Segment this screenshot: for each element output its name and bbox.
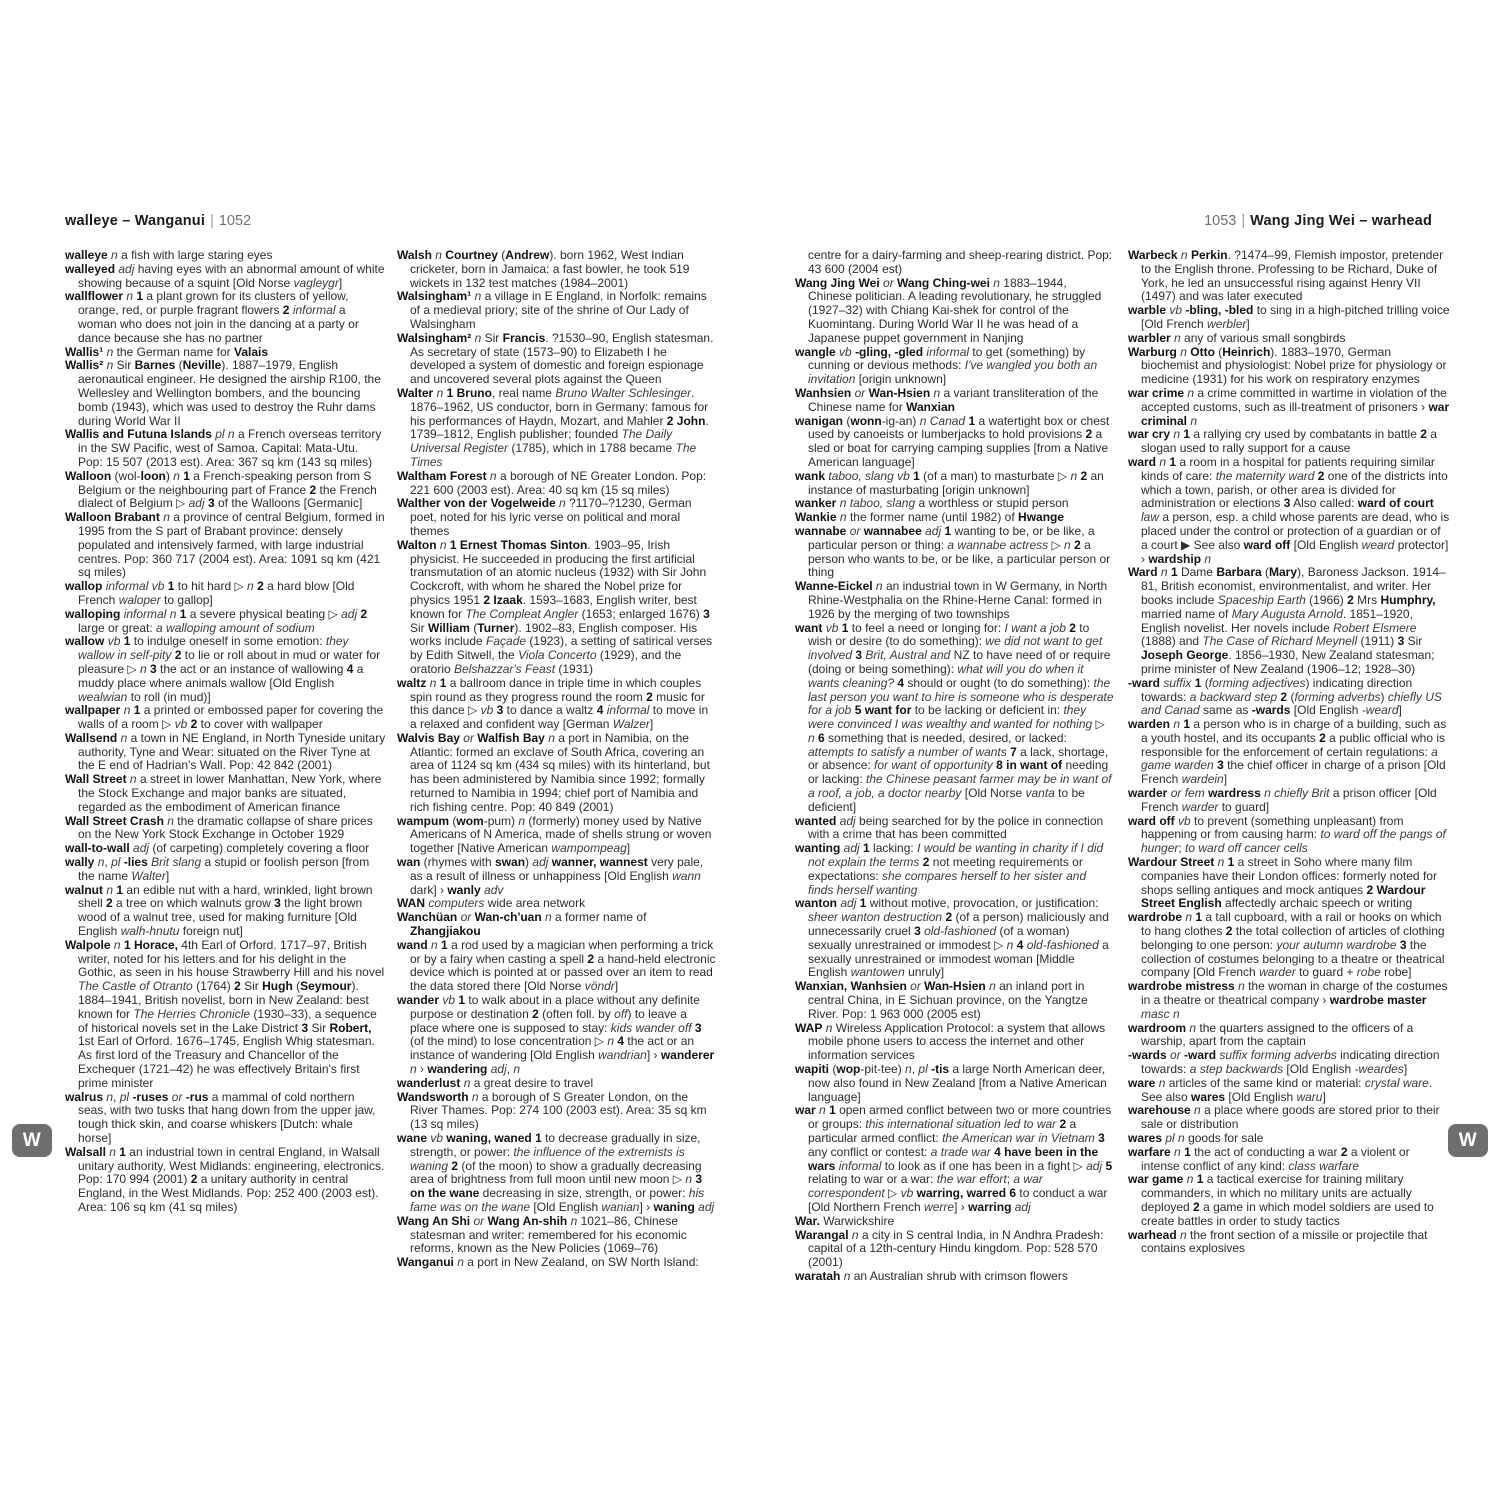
dictionary-entry: Wanne-Eickel n an industrial town in W Germany, in North Rhine-Westphalia on the Rhine-Herne Canal: formed in 1926 by the merging of two townships	[795, 579, 1108, 621]
dictionary-entry: wallpaper n 1 a printed or embossed paper for covering the walls of a room ▷ vb 2 to cover with wallpaper	[65, 703, 384, 732]
dictionary-column-1	[65, 249, 386, 1215]
dictionary-entry: ward off vb to prevent (something unpleasant) from happening or from causing harm: to ward off the pangs of hunger; to ward off cancer cells	[1128, 813, 1446, 856]
dictionary-entry: wallow vb 1 to indulge oneself in some emotion: they wallow in self-pity 2 to lie or roll about in mud or water for pleasure ▷ n 3 the act or an instance of wallowing 4 a muddy place where animals wallow [Old English wealwian to roll (in mud)]	[65, 634, 381, 704]
dictionary-entry: wally n, pl -lies Brit slang a stupid or foolish person [from the name Walter]	[65, 855, 370, 883]
dictionary-entry: wan (rhymes with swan) adj wanner, wannest very pale, as a result of illness or unhappiness [Old English wann dark] › wanly adv	[397, 855, 704, 897]
dictionary-entry: Wallis² n Sir Barnes (Neville). 1887–1979, English aeronautical engineer. He designed the airship R100, the Wellesley and Wellington bombers, and the bouncing bomb (1943), which was used to destroy the Ruhr dams during World War II	[65, 358, 381, 428]
dictionary-entry: wapiti (wop-pit-tee) n, pl -tis a large North American deer, now also found in New Zealand [from a Native American language]	[795, 1062, 1107, 1104]
dictionary-entry: waratah n an Australian shrub with crimson flowers	[795, 1268, 1068, 1283]
dictionary-entry: Wanhsien or Wan-Hsien n a variant transliteration of the Chinese name for Wanxian	[795, 385, 1099, 414]
dictionary-entry: waltz n 1 a ballroom dance in triple time in which couples spin round as they progress round the room 2 music for this dance ▷ vb 3 to dance a waltz 4 informal to move in a relaxed and confident way [German Walzer]	[397, 675, 709, 732]
dictionary-entry: walleyed adj having eyes with an abnormal amount of white showing because of a squint [Old Norse vagleygr]	[65, 261, 385, 290]
dictionary-entry-continuation: centre for a dairy-farming and sheep-rearing district. Pop: 43 600 (2004 est)	[808, 248, 1113, 276]
dictionary-entry: ware n articles of the same kind or material: crystal ware. See also wares [Old English waru]	[1128, 1075, 1433, 1104]
dictionary-entry: wares pl n goods for sale	[1128, 1131, 1264, 1145]
dictionary-entry: Warbeck n Perkin. ?1474–99, Flemish impostor, pretender to the English throne. Professing to be Richard, Duke of York, he led an unsuccessful rising against Henry VII (1497) and was later executed	[1128, 248, 1444, 304]
dictionary-entry: Walther von der Vogelweide n ?1170–?1230, German poet, noted for his lyric verse on political and moral themes	[397, 496, 692, 538]
dictionary-entry: WAN computers wide area network	[397, 896, 586, 911]
dictionary-column-2	[397, 249, 718, 1270]
dictionary-entry: Wanchüan or Wan-ch'uan n a former name of Zhangjiakou	[397, 910, 647, 939]
dictionary-entry: war crime n a crime committed in wartime in violation of the accepted customs, such as ill-treatment of prisoners › war criminal n	[1128, 385, 1450, 428]
page-number-left: 1052	[218, 213, 252, 229]
dictionary-entry: WAP n Wireless Application Protocol: a system that allows mobile phone users to access the internet and other information services	[795, 1020, 1106, 1063]
dictionary-entry: Ward n 1 Dame Barbara (Mary), Baroness Jackson. 1914–81, British economist, environmentalist, and writer. Her books include Spaceship Earth (1966) 2 Mrs Humphry, married name of Mary Augusta Arnold. 1851–1920, English novelist. Her novels include Robert Elsmere (1888) and The Case of Richard Meynell (1911) 3 Sir Joseph George. 1856–1930, New Zealand statesman; prime minister of New Zealand (1906–12; 1928–30)	[1128, 565, 1446, 676]
letter-thumb-tab-left: W	[12, 1124, 52, 1157]
dictionary-entry: Wallis and Futuna Islands pl n a French overseas territory in the SW Pacific, west of Samoa. Capital: Mata-Utu. Pop: 15 507 (2013 est). Area: 367 sq km (143 sq miles)	[65, 427, 382, 469]
dictionary-entry: Wanxian, Wanhsien or Wan-Hsien n an inland port in central China, in E Sichuan province, on the Yangtze River. Pop: 1 963 000 (2005 est)	[795, 979, 1088, 1021]
dictionary-entry: wane vb waning, waned 1 to decrease gradually in size, strength, or power: the influence of the extremists is waning 2 (of the moon) to show a gradually decreasing area of brightness from full moon until new moon ▷ n 3 on the wane decreasing in size, strength, or power: his fame was on the wane [Old English wanian] › waning adj	[397, 1131, 715, 1214]
dictionary-entry: wand n 1 a rod used by a magician when performing a trick or by a fairy when casting a spell 2 a hand-held electronic device which is pointed at or passed over an item to read the data stored there [Old Norse vöndr]	[397, 937, 716, 994]
dictionary-entry: wardroom n the quarters assigned to the officers of a warship, apart from the captain	[1128, 1020, 1414, 1049]
header-guide-words-left: walleye – Wanganui	[65, 213, 206, 229]
page-number-right: 1053	[1204, 213, 1237, 229]
dictionary-entry: warble vb -bling, -bled to sing in a high-pitched trilling voice [Old French werbler]	[1128, 303, 1450, 331]
dictionary-entry: Walloon (wol-loon) n 1 a French-speaking person from S Belgium or the neighbouring part of France 2 the French dialect of Belgium ▷ adj 3 of the Walloons [Germanic]	[65, 468, 377, 511]
dictionary-entry: wanton adj 1 without motive, provocation, or justification: sheer wanton destruction 2 (of a person) maliciously and unnecessarily cruel 3 old-fashioned (of a woman) sexually unrestrained or immodest ▷ n 4 old-fashioned a sexually unrestrained or immodest woman [Middle English wantowen unruly]	[795, 896, 1109, 980]
dictionary-entry: Wallsend n a town in NE England, in North Tyneside unitary authority, Tyne and Wear: situated on the River Tyne at the E end of Hadrian's Wall. Pop: 42 842 (2001)	[65, 730, 386, 773]
dictionary-entry: wardrobe n 1 a tall cupboard, with a rail or hooks on which to hang clothes 2 the total collection of articles of clothing belonging to one person: your autumn wardrobe 3 the collection of costumes belonging to a theatre or theatrical company [Old French warder to guard + robe robe]	[1128, 910, 1445, 980]
header-separator: |	[1241, 213, 1246, 229]
dictionary-entry: Warburg n Otto (Heinrich). 1883–1970, German biochemist and physiologist: Nobel prize for physiology or medicine (1931) for his work on respiratory enzymes	[1128, 344, 1447, 387]
dictionary-entry: wank taboo, slang vb 1 (of a man) to masturbate ▷ n 2 an instance of masturbating [origin unknown]	[795, 468, 1104, 497]
header-guide-words-right: Wang Jing Wei – warhead	[1250, 213, 1432, 229]
dictionary-entry: Walloon Brabant n a province of central Belgium, formed in 1995 from the S part of Brabant province: densely populated and intensively farmed, with large industrial centres. Pop: 360 717 (2004 est). Area: 1091 sq km (421 sq miles)	[65, 510, 385, 580]
letter-thumb-tab-right: W	[1448, 1124, 1488, 1157]
dictionary-entry: Wandsworth n a borough of S Greater London, on the River Thames. Pop: 274 100 (2003 est). Area: 35 sq km (13 sq miles)	[397, 1089, 707, 1132]
dictionary-entry: Walsh n Courtney (Andrew). born 1962, West Indian cricketer, born in Jamaica: a fast bowler, he took 519 wickets in 132 test matches (1984–2001)	[397, 248, 690, 290]
dictionary-entry: warhead n the front section of a missile or projectile that contains explosives	[1128, 1227, 1428, 1256]
dictionary-column-3	[795, 249, 1114, 1284]
dictionary-entry: Walton n 1 Ernest Thomas Sinton. 1903–95, Irish physicist. He succeeded in producing the first artificial transmutation of an atomic nucleus (1932) with Sir John Cockcroft, with whom he shared the Nobel prize for physics 1951 2 Izaak. 1593–1683, English writer, best known for The Compleat Angler (1653; enlarged 1676) 3 Sir William (Turner). 1902–83, English composer. His works include Façade (1923), a setting of satirical verses by Edith Sitwell, the Viola Concerto (1929), and the oratorio Belshazzar's Feast (1931)	[397, 537, 713, 676]
dictionary-entry: Wallis¹ n the German name for Valais	[65, 344, 269, 359]
page-header-left	[65, 212, 251, 230]
dictionary-column-4	[1128, 249, 1450, 1256]
dictionary-entry: wallflower n 1 a plant grown for its clusters of yellow, orange, red, or purple fragrant flowers 2 informal a woman who does not join in the dancing at a party or dance because she has no partner	[65, 289, 359, 345]
dictionary-entry: Wall Street n a street in lower Manhattan, New York, where the Stock Exchange and major banks are situated, regarded as the embodiment of American finance	[65, 772, 382, 814]
dictionary-entry: ward n 1 a room in a hospital for patients requiring similar kinds of care: the maternity ward 2 one of the districts into which a town, parish, or other area is divided for administration or elections 3 Also called: ward of court law a person, esp. a child whose parents are dead, who is placed under the control or protection of a guardian or of a court ▶ See also ward off [Old English weard protector] › wardship n	[1128, 454, 1450, 566]
page-header-right	[1204, 212, 1432, 230]
dictionary-entry: walloping informal n 1 a severe physical beating ▷ adj 2 large or great: a walloping amount of sodium	[65, 606, 368, 635]
dictionary-entry: War. Warwickshire	[795, 1213, 895, 1228]
dictionary-entry: warfare n 1 the act of conducting a war 2 a violent or intense conflict of any kind: class warfare	[1128, 1144, 1410, 1173]
dictionary-entry: war n 1 open armed conflict between two or more countries or groups: this international situation led to war 2 a particular armed conflict: the American war in Vietnam 3 any conflict or contest: a trade war 4 have been in the wars informal to look as if one has been in a fight ▷ adj 5 relating to war or a war: the war effort; a war correspondent ▷ vb warring, warred 6 to conduct a war [Old Northern French werre] › warring adj	[795, 1103, 1113, 1214]
dictionary-entry: Wang Jing Wei or Wang Ching-wei n 1883–1944, Chinese politician. A leading revolutionary, he struggled (1927–32) with Chiang Kai-shek for control of the Kuomintang. During World War II he was head of a Japanese puppet government in Nanjing	[795, 275, 1102, 345]
dictionary-entry: Walsingham¹ n a village in E England, in Norfolk: remains of a medieval priory; site of the shrine of Our Lady of Walsingham	[397, 289, 707, 331]
dictionary-entry: wangle vb -gling, -gled informal to get (something) by cunning or devious methods: I've wangled you both an invitation [origin unknown]	[795, 344, 1098, 387]
dictionary-entry: Walsall n 1 an industrial town in central England, in Walsall unitary authority, West Midlands: engineering, electronics. Pop: 170 994 (2001) 2 a unitary authority in central England, in the West Midlands. Pop: 252 400 (2003 est). Area: 106 sq km (41 sq miles)	[65, 1144, 385, 1214]
dictionary-entry: -ward suffix 1 (forming adjectives) indicating direction towards: a backward step 2 (forming adverbs) chiefly US and Canad same as -wards [Old English -weard]	[1128, 675, 1442, 718]
dictionary-entry: Wang An Shi or Wang An-shih n 1021–86, Chinese statesman and writer: remembered for his economic reforms, known as the New Policies (1069–76)	[397, 1213, 687, 1256]
dictionary-entry: Waltham Forest n a borough of NE Greater London. Pop: 221 600 (2003 est). Area: 40 sq km (15 sq miles)	[397, 468, 707, 497]
dictionary-entry: wardrobe mistress n the woman in charge of the costumes in a theatre or theatrical company › wardrobe master masc n	[1128, 979, 1448, 1021]
dictionary-entry: wanderlust n a great desire to travel	[397, 1075, 594, 1090]
dictionary-entry: warbler n any of various small songbirds	[1128, 330, 1346, 345]
dictionary-entry: Walter n 1 Bruno, real name Bruno Walter Schlesinger. 1876–1962, US conductor, born in Germany: famous for his performances of Haydn, Mozart, and Mahler 2 John. 1739–1812, English publisher; founded The Daily Universal Register (1785), which in 1788 became The Times	[397, 385, 709, 469]
dictionary-entry: walnut n 1 an edible nut with a hard, wrinkled, light brown shell 2 a tree on which walnuts grow 3 the light brown wood of a walnut tree, used for making furniture [Old English walh-hnutu foreign nut]	[65, 882, 373, 939]
dictionary-entry: warehouse n a place where goods are stored prior to their sale or distribution	[1128, 1103, 1440, 1132]
dictionary-entry: warder or fem wardress n chiefly Brit a prison officer [Old French warder to guard]	[1128, 786, 1437, 814]
dictionary-entry: Walvis Bay or Walfish Bay n a port in Namibia, on the Atlantic: formed an exclave of South Africa, covering an area of 1124 sq km (434 sq miles) with its hinterland, but has been administered by Namibia since 1992; formally returned to Namibia in 1994; chief port of Namibia and rich fishing centre. Pop: 40 849 (2001)	[397, 730, 710, 814]
dictionary-entry: Wankie n the former name (until 1982) of Hwange	[795, 510, 1065, 525]
dictionary-entry: Walpole n 1 Horace, 4th Earl of Orford. 1717–97, British writer, noted for his letters and for his delight in the Gothic, as seen in his house Strawberry Hill and his novel The Castle of Otranto (1764) 2 Sir Hugh (Seymour). 1884–1941, British novelist, born in New Zealand: best known for The Herries Chronicle (1930–33), a sequence of historical novels set in the Lake District 3 Sir Robert, 1st Earl of Orford. 1676–1745, English Whig statesman. As first lord of the Treasury and Chancellor of the Exchequer (1721–42) he was effectively Britain's first prime minister	[65, 937, 385, 1090]
dictionary-entry: wander vb 1 to walk about in a place without any definite purpose or destination 2 (often foll. by off) to leave a place where one is supposed to stay: kids wander off 3 (of the mind) to lose concentration ▷ n 4 the act or an instance of wandering [Old English wandrian] › wanderer n › wandering adj, n	[397, 993, 715, 1077]
dictionary-entry: Wall Street Crash n the dramatic collapse of share prices on the New York Stock Exchange in October 1929	[65, 813, 373, 842]
dictionary-entry: Wanganui n a port in New Zealand, on SW North Island:	[397, 1255, 699, 1270]
dictionary-entry: wanker n taboo, slang a worthless or stupid person	[795, 496, 1069, 511]
dictionary-entry: Warangal n a city in S central India, in N Andhra Pradesh: capital of a 12th-century Hindu kingdom. Pop: 528 570 (2001)	[795, 1227, 1104, 1270]
dictionary-entry: Walsingham² n Sir Francis. ?1530–90, English statesman. As secretary of state (1573–90) to Elizabeth I he developed a system of domestic and foreign espionage and uncovered several plots against the Queen	[397, 330, 714, 387]
dictionary-entry: walleye n a fish with large staring eyes	[65, 248, 273, 262]
dictionary-entry: warden n 1 a person who is in charge of a building, such as a youth hostel, and its occupants 2 a public official who is responsible for the enforcement of certain regulations: a game warden 3 the chief officer in charge of a prison [Old French wardein]	[1128, 717, 1447, 787]
dictionary-entry: wannabe or wannabee adj 1 wanting to be, or be like, a particular person or thing: a wannabe actress ▷ n 2 a person who wants to be, or be like, a particular person or thing	[795, 523, 1111, 580]
dictionary-entry: wanted adj being searched for by the police in connection with a crime that has been committed	[795, 813, 1104, 842]
dictionary-entry: -wards or -ward suffix forming adverbs indicating direction towards: a step backwards [Old English -weardes]	[1128, 1048, 1440, 1077]
dictionary-entry: walrus n, pl -ruses or -rus a mammal of cold northern seas, with two tusks that hang down from the upper jaw, tough thick skin, and coarse whiskers [Dutch: whale horse]	[65, 1089, 376, 1145]
dictionary-entry: wall-to-wall adj (of carpeting) completely covering a floor	[65, 841, 370, 856]
dictionary-entry: wanigan (wonn-ig-an) n Canad 1 a watertight box or chest used by canoeists or lumberjacks to hold provisions 2 a sled or boat for carrying camping supplies [from a Native American language]	[795, 413, 1110, 469]
dictionary-entry: war cry n 1 a rallying cry used by combatants in battle 2 a slogan used to rally support for a cause	[1128, 427, 1437, 456]
dictionary-entry: war game n 1 a tactical exercise for training military commanders, in which no military units are actually deployed 2 a game in which model soldiers are used to create battles in order to study tactics	[1128, 1172, 1434, 1228]
dictionary-entry: wallop informal vb 1 to hit hard ▷ n 2 a hard blow [Old French waloper to gallop]	[65, 579, 355, 607]
dictionary-entry: wanting adj 1 lacking: I would be wanting in charity if I did not explain the terms 2 not meeting requirements or expectations: she compares herself to her sister and finds herself wanting	[795, 841, 1104, 897]
dictionary-entry: want vb 1 to feel a need or longing for: I want a job 2 to wish or desire (to do something): we did not want to get involved 3 Brit, Austral and NZ to have need of or require (doing or being something): what will you do when it wants cleaning? 4 should or ought (to do something): the last person you want to hire is someone who is desperate for a job 5 want for to be lacking or deficient in: they were convinced I was wealthy and wanted for nothing ▷ n 6 something that is needed, desired, or lacked: attempts to satisfy a number of wants 7 a lack, shortage, or absence: for want of opportunity 8 in want of needing or lacking: the Chinese peasant farmer may be in want of a roof, a job, a doctor nearby [Old Norse vanta to be deficient]	[795, 620, 1114, 814]
header-separator: |	[210, 213, 214, 229]
dictionary-entry: Wardour Street n 1 a street in Soho where many film companies have their London offices: formerly noted for shops selling antiques and mock antiques 2 Wardour Street English affectedly archaic speech or writing	[1128, 855, 1437, 911]
dictionary-entry: wampum (wom-pum) n (formerly) money used by Native Americans of N America, made of shells strung or woven together [Native American wampompeag]	[397, 813, 712, 856]
